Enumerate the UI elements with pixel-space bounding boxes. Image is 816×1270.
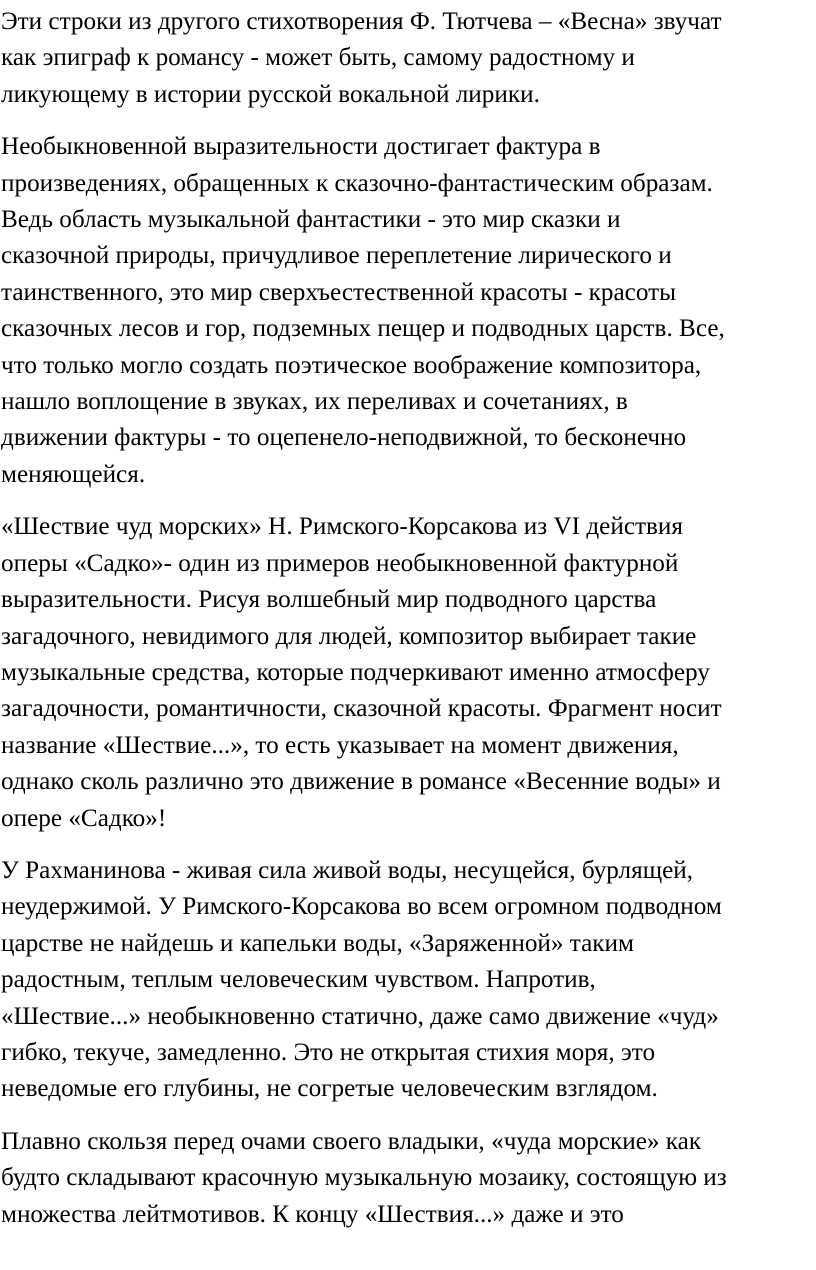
paragraph-rachmaninov-comparison: У Рахманинова - живая сила живой воды, несущейся, бурлящей, неудержимой. У Римского-Корсакова во всем огромном подводном царстве не найдешь и капельки воды, «Заряженной» таким радостным, теплым человеческим чувством. Напротив, «Шествие...» необыкновенно статично, даже само движение «чуд» гибко, текуче, замедленно. Это не открытая стихия моря, это неведомые его глубины, не согретые человеческим взглядом. (1, 856, 722, 1103)
paragraph-sadko-procession: «Шествие чуд морских» Н. Римского-Корсакова из VI действия оперы «Садко»- один из примеров необыкновенной фактурной выразительности. Рисуя волшебный мир подводного царства загадочного, невидимого для людей, композитор выбирает такие музыкальные средства, которые подчеркивают именно атмосферу загадочности, романтичности, сказочной красоты. Фрагмент носит название «Шествие...», то есть указывает на момент движения, однако сколь различно это движение в романсе «Весенние воды» и опере «Садко»! (1, 513, 722, 832)
paragraph-sea-wonders-mosaic: Плавно скользя перед очами своего владыки, «чуда морские» как будто складывают красочную музыкальную мозаику, состоящую из множества лейтмотивов. К концу «Шествия...» даже и это (1, 1127, 727, 1228)
paragraph-fantastic-texture: Необыкновенной выразительности достигает фактура в произведениях, обращенных к сказочно-фантастическим образам. Ведь область музыкальной фантастики - это мир сказки и сказочной природы, причудливое переплетение лирического и таинственного, это мир сверхъестественной красоты - красоты сказочных лесов и гор, подземных пещер и подводных царств. Все, что только могло создать поэтическое воображение композитора, нашло воплощение в звуках, их переливах и сочетаниях, в движении фактуры - то оцепенело-неподвижной, то бесконечно меняющейся. (1, 133, 725, 488)
paragraph-tyutchev-epigraph: Эти строки из другого стихотворения Ф. Тютчева – «Весна» звучат как эпиграф к романсу - может быть, самому радостному и ликующему в истории русской вокальной лирики. (1, 8, 722, 108)
document-body (1, 4, 813, 1249)
